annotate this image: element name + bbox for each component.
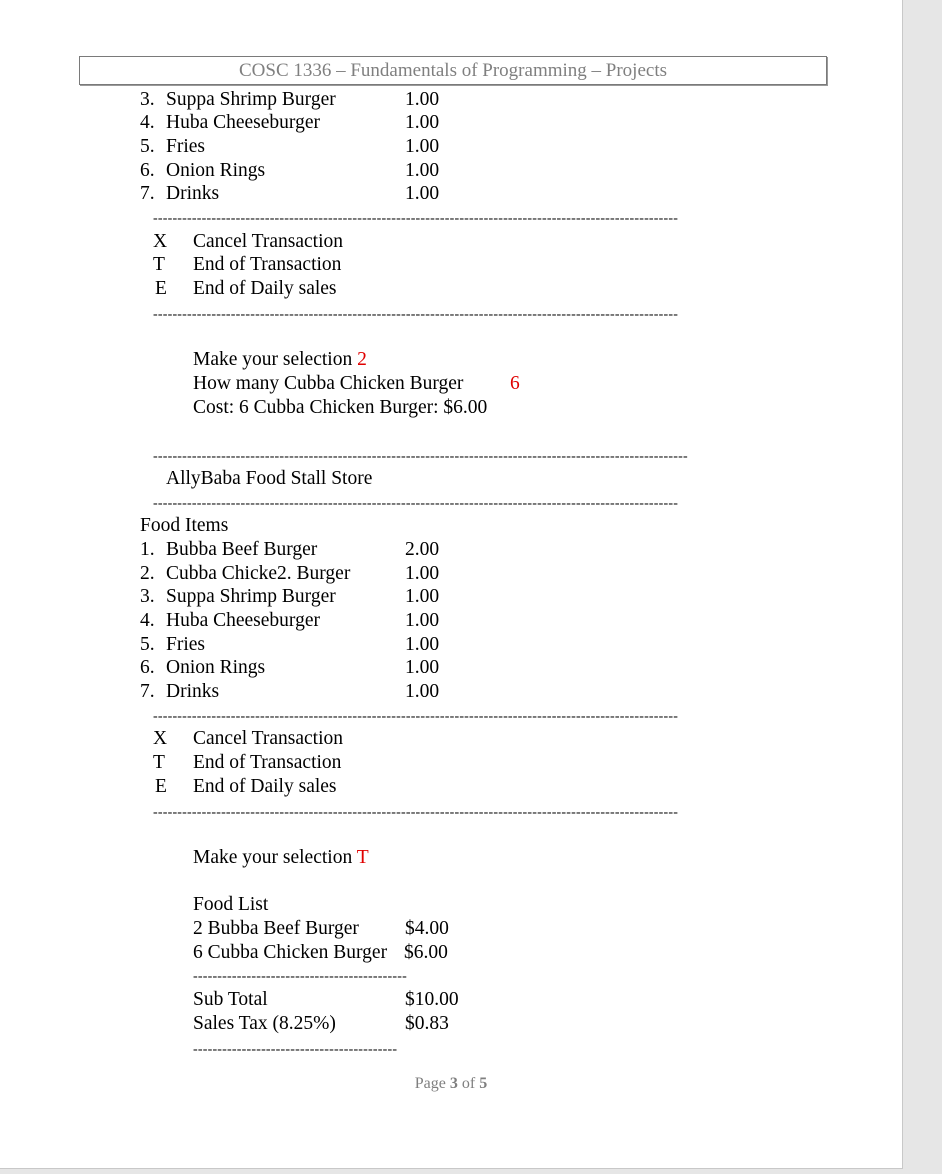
food-list-amount: $4.00: [405, 918, 449, 939]
menu-item-name: Huba Cheeseburger: [166, 112, 320, 133]
sales-tax-value: $0.83: [405, 1013, 449, 1034]
menu-item-price: 1.00: [405, 681, 440, 702]
menu-item-price: 2.00: [405, 539, 440, 560]
menu-item-name: Onion Rings: [166, 657, 266, 678]
option-key: X: [153, 231, 168, 252]
menu-item-price: 1.00: [405, 634, 440, 655]
page-number: 3: [449, 1075, 458, 1092]
menu-item-name: Cubba Chicke2. Burger: [166, 563, 351, 584]
selection-input-value: 2: [357, 349, 367, 370]
option-key: X: [153, 728, 168, 749]
option-key: E: [155, 278, 167, 299]
option-key: E: [155, 776, 167, 797]
selection-prompt: [193, 847, 369, 869]
menu-item-name: Onion Rings: [166, 160, 266, 181]
menu-item-number: 5.: [140, 136, 155, 157]
selection-prompt-text: Make your selection: [193, 847, 357, 868]
menu-item-number: 2.: [140, 563, 155, 584]
page-footer: [0, 1075, 902, 1093]
separator-line: --------------------------------------------: [193, 970, 407, 984]
menu-item-price: 1.00: [405, 89, 440, 110]
menu-item-number: 6.: [140, 160, 155, 181]
page-total: 5: [479, 1075, 488, 1092]
cost-line: Cost: 6 Cubba Chicken Burger: $6.00: [193, 397, 488, 418]
food-list-title: Food List: [193, 894, 269, 915]
menu-item-number: 7.: [140, 681, 155, 702]
menu-item-name: Fries: [166, 634, 205, 655]
food-list-amount: $6.00: [404, 942, 448, 963]
selection-prompt: [193, 349, 367, 371]
option-label: End of Daily sales: [193, 278, 337, 299]
menu-item-number: 5.: [140, 634, 155, 655]
separator-line: ------------------------------------------: [193, 1043, 398, 1057]
page-label: Page: [414, 1075, 450, 1092]
separator-line: --------------------------------------------------------------------------------------------------------------: [153, 450, 688, 464]
menu-item-number: 1.: [140, 539, 155, 560]
separator-line: ------------------------------------------------------------------------------------------------------------: [153, 710, 679, 724]
store-name: AllyBaba Food Stall Store: [166, 468, 373, 489]
selection-input-value: T: [356, 847, 369, 868]
subtotal-value: $10.00: [405, 989, 459, 1010]
menu-item-price: 1.00: [405, 136, 440, 157]
menu-item-price: 1.00: [405, 112, 440, 133]
menu-item-price: 1.00: [405, 183, 440, 204]
menu-item-price: 1.00: [405, 563, 440, 584]
menu-item-price: 1.00: [405, 657, 440, 678]
quantity-input-value: 6: [510, 373, 520, 394]
menu-item-price: 1.00: [405, 586, 440, 607]
quantity-prompt: How many Cubba Chicken Burger: [193, 373, 464, 394]
option-key: T: [153, 254, 165, 275]
subtotal-label: Sub Total: [193, 989, 268, 1010]
menu-item-name: Huba Cheeseburger: [166, 610, 320, 631]
menu-item-number: 3.: [140, 586, 155, 607]
option-label: Cancel Transaction: [193, 231, 344, 252]
menu-item-price: 1.00: [405, 610, 440, 631]
separator-line: ------------------------------------------------------------------------------------------------------------: [153, 212, 679, 226]
separator-line: ------------------------------------------------------------------------------------------------------------: [153, 497, 679, 511]
menu-item-name: Drinks: [166, 681, 220, 702]
option-label: Cancel Transaction: [193, 728, 344, 749]
page-of: of: [457, 1075, 480, 1092]
menu-item-number: 6.: [140, 657, 155, 678]
food-items-heading: Food Items: [140, 515, 229, 536]
menu-item-name: Bubba Beef Burger: [166, 539, 318, 560]
page-header: COSC 1336 – Fundamentals of Programming – Projects: [79, 56, 827, 85]
sales-tax-label: Sales Tax (8.25%): [193, 1013, 336, 1034]
food-list-item: 6 Cubba Chicken Burger: [193, 942, 388, 963]
option-key: T: [153, 752, 165, 773]
option-label: End of Transaction: [193, 254, 342, 275]
menu-item-number: 4.: [140, 610, 155, 631]
menu-item-name: Suppa Shrimp Burger: [166, 89, 336, 110]
option-label: End of Transaction: [193, 752, 342, 773]
separator-line: ------------------------------------------------------------------------------------------------------------: [153, 308, 679, 322]
separator-line: ------------------------------------------------------------------------------------------------------------: [153, 806, 679, 820]
option-label: End of Daily sales: [193, 776, 337, 797]
menu-item-name: Drinks: [166, 183, 220, 204]
selection-prompt-text: Make your selection: [193, 349, 358, 370]
menu-item-name: Suppa Shrimp Burger: [166, 586, 336, 607]
menu-item-price: 1.00: [405, 160, 440, 181]
menu-item-number: 3.: [140, 89, 155, 110]
food-list-item: 2 Bubba Beef Burger: [193, 918, 359, 939]
menu-item-number: 4.: [140, 112, 155, 133]
menu-item-name: Fries: [166, 136, 205, 157]
menu-item-number: 7.: [140, 183, 155, 204]
